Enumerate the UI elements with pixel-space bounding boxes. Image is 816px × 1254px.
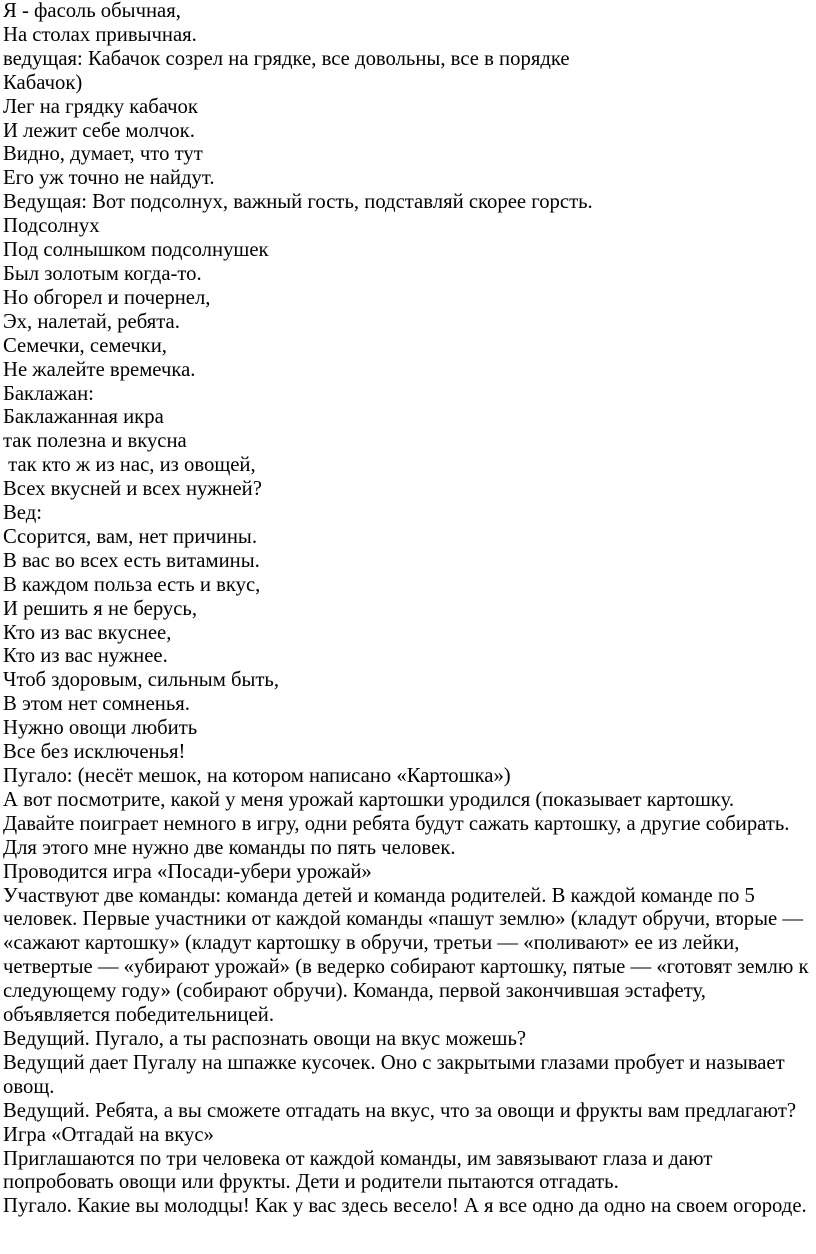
poem-line: Всех вкусней и всех нужней? <box>3 478 262 501</box>
line-pugalo-meshok: Пугало: (несёт мешок, на котором написано «Картошка») <box>3 765 511 787</box>
poem-line: Лег на грядку кабачок <box>3 95 198 118</box>
game-title-otgadai: Игра «Отгадай на вкус» <box>3 1123 214 1146</box>
line-na-stolah: На столах привычная. <box>3 23 197 46</box>
paragraph: Пугало. Какие вы молодцы! Как у вас здесь весело! А я все одно да одно на своем огороде. <box>3 1195 807 1218</box>
poem-line: В этом нет сомненья. <box>3 693 190 716</box>
poem-line: Под солнышком подсолнушек <box>3 239 269 262</box>
poem-line: В каждом польза есть и вкус, <box>3 573 261 596</box>
poem-line: Ссорится, вам, нет причины. <box>3 525 258 548</box>
line-fasol: Я - фасоль обычная, <box>3 0 181 22</box>
poem-line: И лежит себе молчок. <box>3 119 195 142</box>
paragraph: Ведущий. Пугало, а ты распознать овощи на вкус можешь? <box>3 1027 527 1050</box>
poem-line: Все без исключенья! <box>3 741 186 764</box>
line-baklazhan-heading: Баклажан: <box>3 382 94 405</box>
paragraph: Ведущий дает Пугалу на шпажке кусочек. Оно с закрытыми глазами пробует и называет овощ. <box>3 1051 790 1098</box>
paragraph: Ведущий. Ребята, а вы сможете отгадать на вкус, что за овощи и фрукты вам предлагают? <box>3 1099 797 1122</box>
line-kabachok-heading: Кабачок) <box>3 71 83 94</box>
poem-line: Был золотым когда-то. <box>3 262 202 285</box>
line-vedushchaya-podsolnuh: Ведущая: Вот подсолнух, важный гость, подставляй скорее горсть. <box>3 191 593 214</box>
poem-line: так кто ж из нас, из овощей, <box>3 454 256 477</box>
poem-line: И решить я не берусь, <box>3 597 198 620</box>
poem-line: Но обгорел и почернел, <box>3 286 211 309</box>
poem-line: Семечки, семечки, <box>3 334 167 357</box>
line-ved-heading: Вед: <box>3 502 42 525</box>
poem-line: Кто из вас вкуснее, <box>3 621 172 644</box>
line-podsolnuh-heading: Подсолнух <box>3 215 100 238</box>
paragraph: Для этого мне нужно две команды по пять человек. <box>3 836 456 859</box>
line-vedushchaya-kabachok: ведущая: Кабачок созрел на грядке, все довольны, все в порядке <box>3 47 570 70</box>
poem-line: Кто из вас нужнее. <box>3 645 168 668</box>
poem-line: Нужно овощи любить <box>3 717 198 740</box>
paragraph: Давайте поиграет немного в игру, одни ребята будут сажать картошку, а другие собирать. <box>3 812 790 835</box>
poem-line: Эх, налетай, ребята. <box>3 310 180 333</box>
game-rules-paragraph: Участвуют две команды: команда детей и команда родителей. В каждой команде по 5 человек. Первые участники от каждой команды «пашут землю» (кладут обручи, вторые — «сажают картошку» (кладут картошку в обручи, третьи — «поливают» ее из лейки, четвертые — «убирают урожай» (в ведерко собирают картошку, пятые — «готовят землю к следующему году» (собирают обручи). Команда, первой закончившая эстафету, объявляется победительницей. <box>3 884 814 1027</box>
poem-line: Чтоб здоровым, сильным быть, <box>3 669 280 692</box>
poem-line: Баклажанная икра <box>3 406 164 429</box>
poem-line: Видно, думает, что тут <box>3 143 203 166</box>
poem-line: так полезна и вкусна <box>3 430 187 453</box>
poem-line: Его уж точно не найдут. <box>3 167 215 190</box>
poem-line: Не жалейте времечка. <box>3 358 196 381</box>
paragraph: Приглашаются по три человека от каждой команды, им завязывают глаза и дают попробовать овощи или фрукты. Дети и родители пытаются отгадать. <box>3 1147 718 1194</box>
poem-line: В вас во всех есть витамины. <box>3 549 260 572</box>
game-title-posadi: Проводится игра «Посади-убери урожай» <box>3 860 372 883</box>
paragraph: А вот посмотрите, какой у меня урожай картошки уродился (показывает картошку. <box>3 788 735 811</box>
